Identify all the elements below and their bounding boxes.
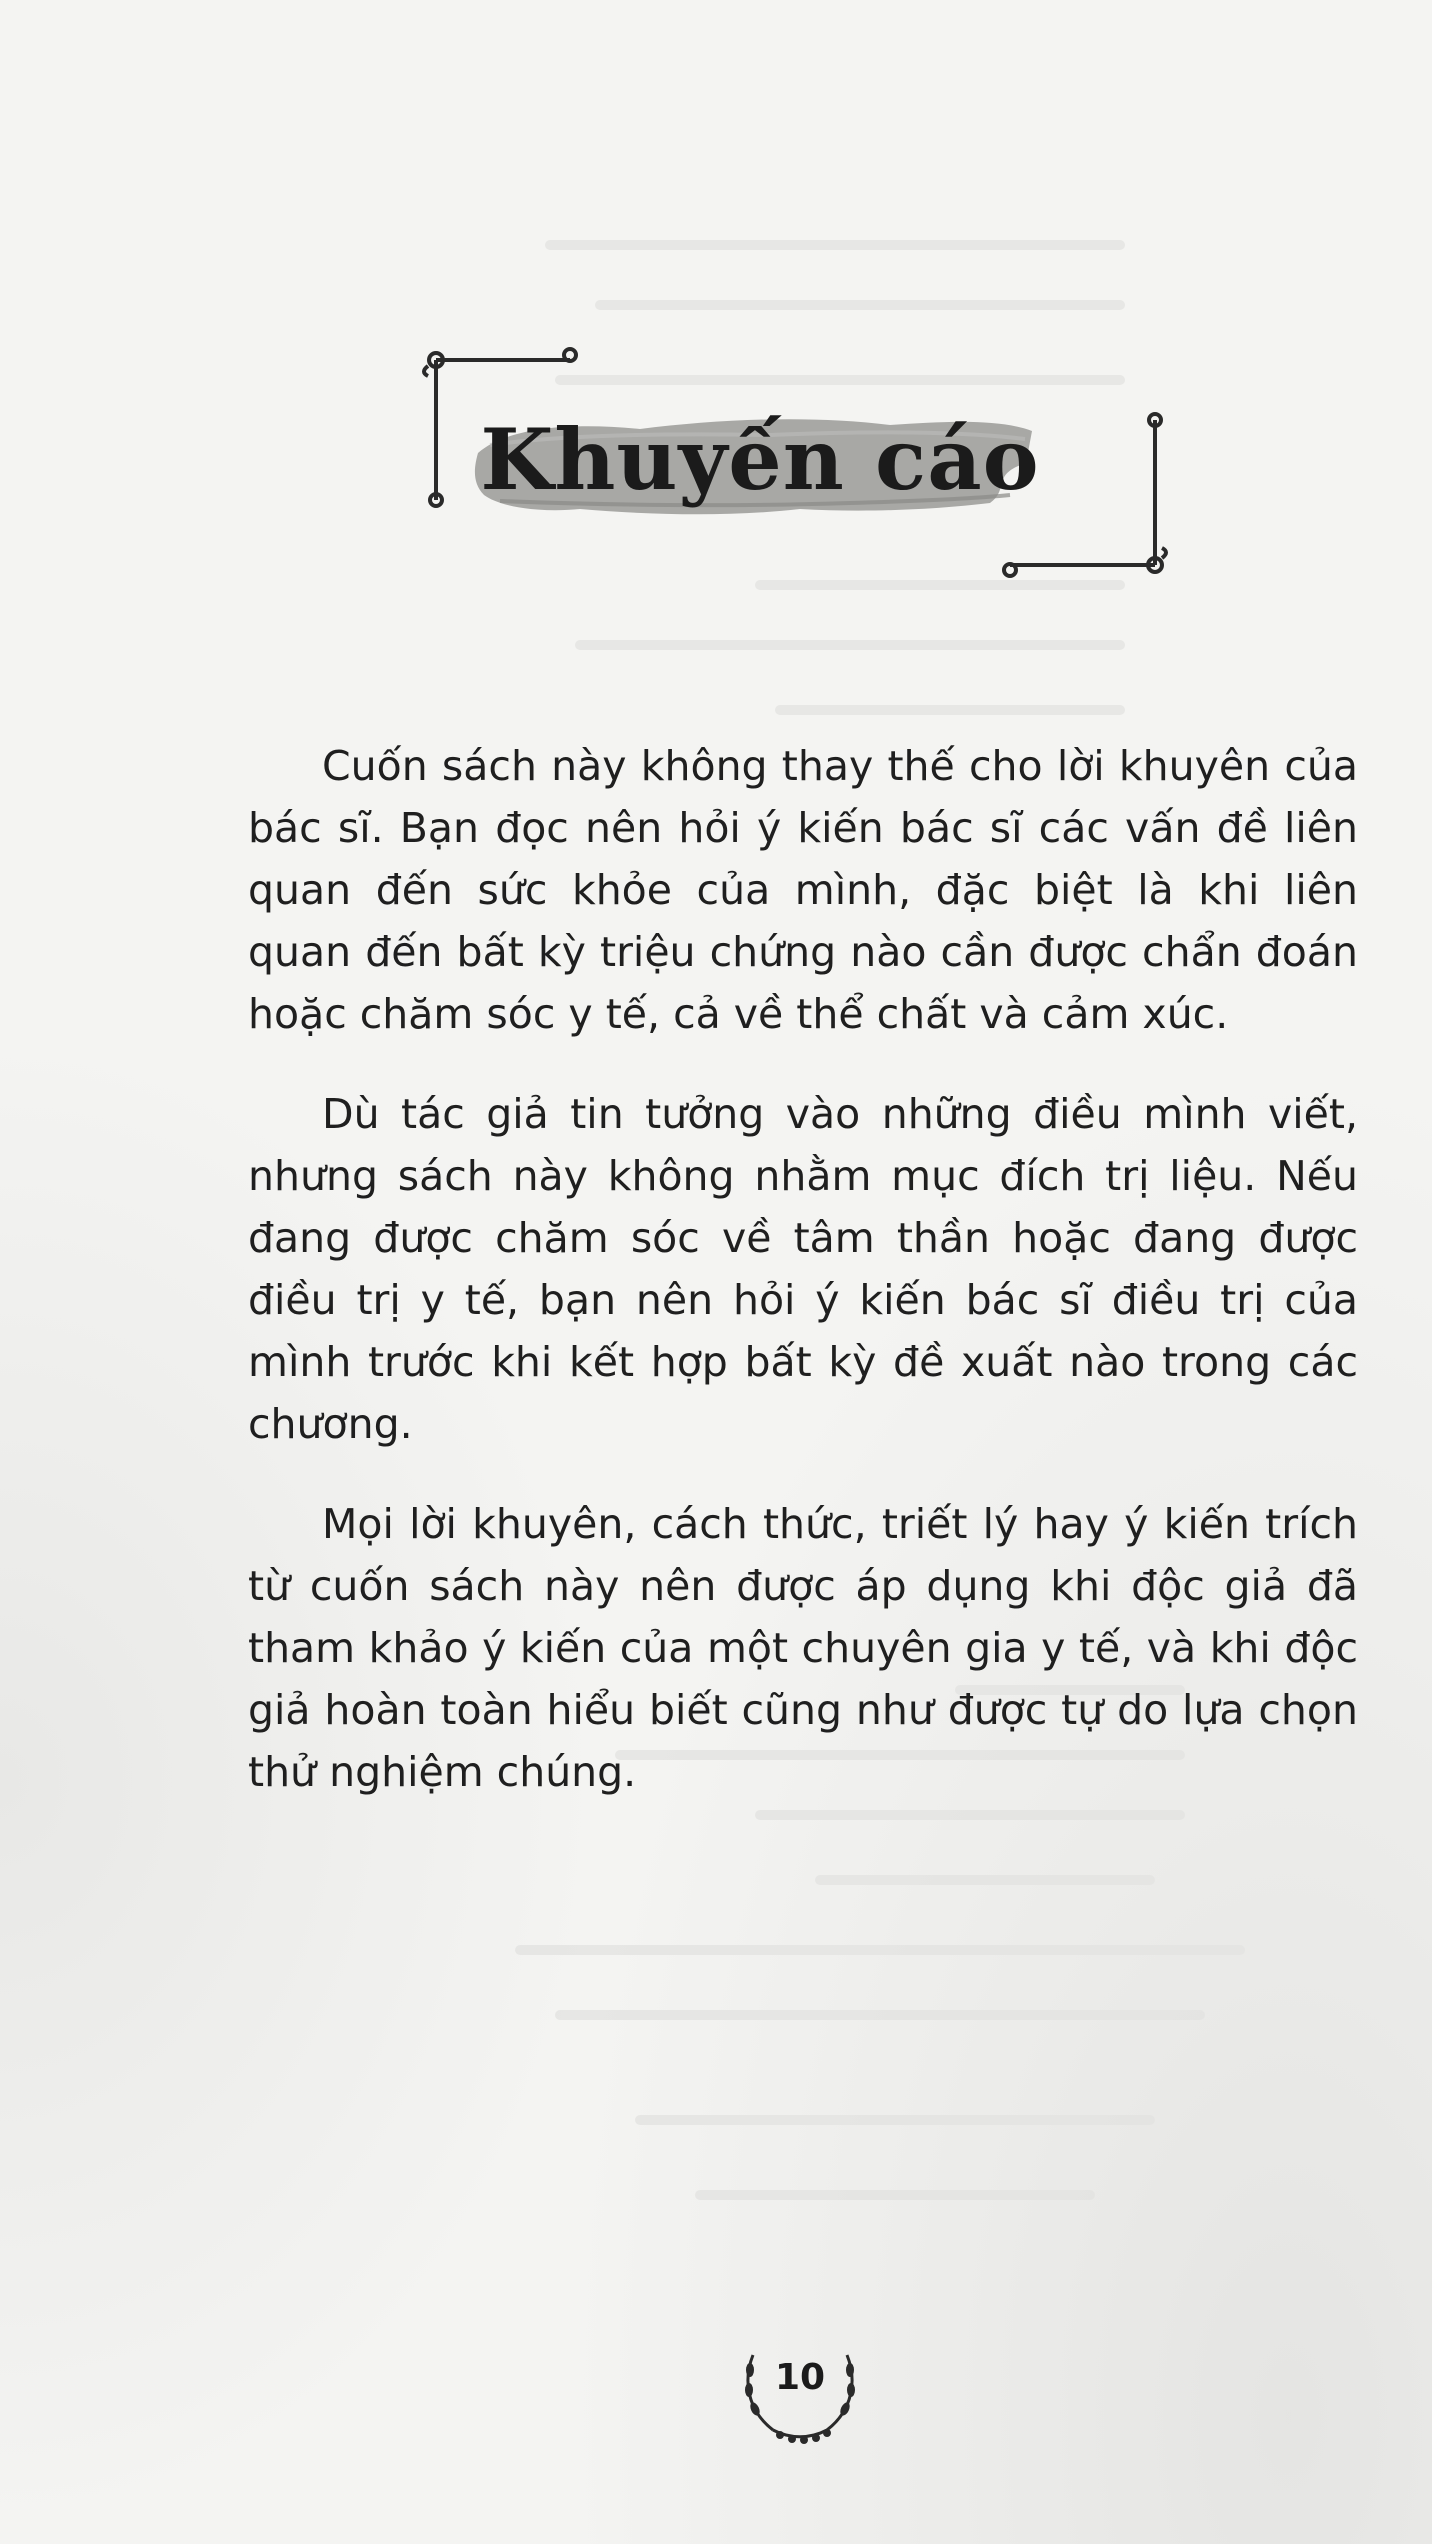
- paragraph-1: Cuốn sách này không thay thế cho lời khuyên của bác sĩ. Bạn đọc nên hỏi ý kiến bác sĩ các vấn đề liên quan đến sức khỏe của mình, đặc biệt là khi liên quan đến bất kỳ triệu chứng nào cần được chẩn đoán hoặc chăm sóc y tế, cả về thể chất và cảm xúc.: [248, 742, 1358, 1038]
- paragraph-3: Mọi lời khuyên, cách thức, triết lý hay ý kiến trích từ cuốn sách này nên được áp dụng khi độc giả đã tham khảo ý kiến của một chuyên gia y tế, và khi độc giả hoàn toàn hiểu biết cũng như được tự do lựa chọn thử nghiệm chúng.: [248, 1500, 1358, 1796]
- paragraph-2: Dù tác giả tin tưởng vào những điều mình viết, nhưng sách này không nhằm mục đích trị liệu. Nếu đang được chăm sóc về tâm thần hoặc đang được điều trị y tế, bạn nên hỏi ý kiến bác sĩ điều trị của mình trước khi kết hợp bất kỳ đề xuất nào trong các chương.: [248, 1090, 1358, 1448]
- page-title: Khuyến cáo: [480, 410, 1040, 509]
- page-number: 10: [774, 2357, 826, 2398]
- page-number-ornament: [735, 2335, 865, 2465]
- disclaimer-body: [248, 735, 1358, 1841]
- laurel-wreath-icon: [735, 2335, 865, 2465]
- title-block: [420, 340, 1180, 590]
